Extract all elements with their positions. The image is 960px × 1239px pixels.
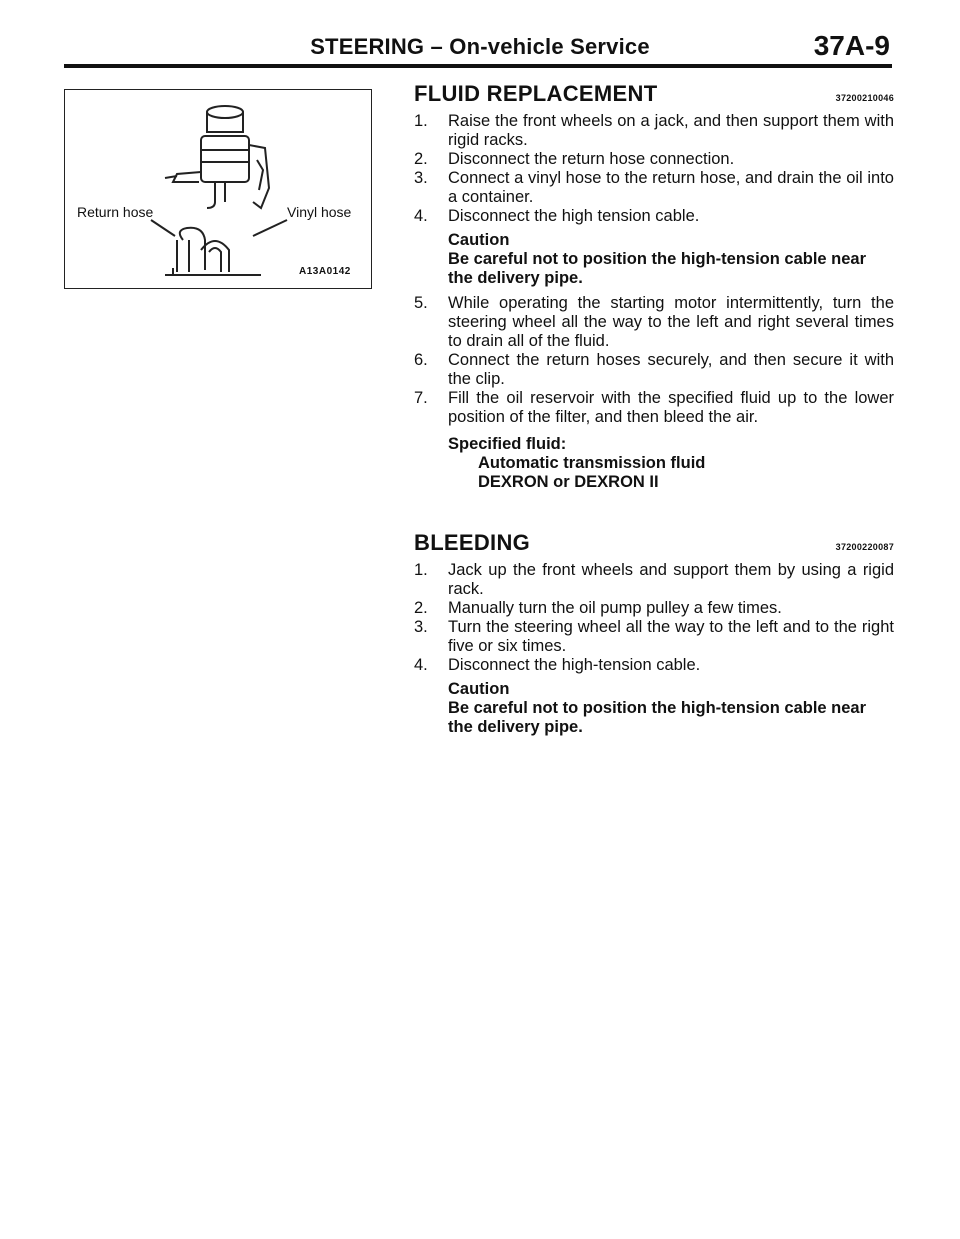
list-item <box>414 599 894 618</box>
list-item <box>414 169 894 207</box>
page-header-title: STEERING – On-vehicle Service <box>310 34 650 59</box>
return-hose-label: Return hose <box>77 204 154 220</box>
bleeding-section <box>414 530 894 743</box>
step-number: 2. <box>414 150 428 168</box>
specified-fluid-line-2: DEXRON or DEXRON II <box>478 473 659 491</box>
step-text: Jack up the front wheels and support them by using a rigid rack. <box>448 561 894 598</box>
list-item <box>414 112 894 150</box>
list-item <box>414 150 894 169</box>
step-text: Manually turn the oil pump pulley a few times. <box>448 599 782 617</box>
section-code: 37200210046 <box>835 93 894 103</box>
step-text: Raise the front wheels on a jack, and then support them with rigid racks. <box>448 112 894 149</box>
step-text: Disconnect the return hose connection. <box>448 150 735 168</box>
step-number: 3. <box>414 169 428 187</box>
list-item <box>414 618 894 656</box>
step-text: Disconnect the high tension cable. <box>448 207 700 225</box>
reservoir-drawing <box>65 90 373 290</box>
step-number: 5. <box>414 294 428 312</box>
caution-note <box>414 680 894 737</box>
step-text: Connect a vinyl hose to the return hose, and drain the oil into a container. <box>448 169 894 206</box>
step-text: Connect the return hoses securely, and then secure it with the clip. <box>448 351 894 388</box>
step-number: 7. <box>414 389 428 407</box>
figure-code: A13A0142 <box>299 266 351 277</box>
list-item <box>414 656 894 675</box>
caution-text: Be careful not to position the high-tension cable near the delivery pipe. <box>448 699 867 736</box>
reservoir-illustration <box>64 89 372 289</box>
list-item <box>414 561 894 599</box>
fluid-steps-list-continued <box>414 294 894 427</box>
caution-label: Caution <box>448 231 510 249</box>
step-text: Fill the oil reservoir with the specified fluid up to the lower position of the filter, and then bleed the air. <box>448 389 894 426</box>
bleeding-heading <box>414 530 894 557</box>
step-number: 1. <box>414 561 428 579</box>
fluid-steps-list <box>414 112 894 226</box>
step-text: Disconnect the high-tension cable. <box>448 656 701 674</box>
step-number: 6. <box>414 351 428 369</box>
list-item <box>414 294 894 351</box>
vinyl-hose-label: Vinyl hose <box>287 204 352 220</box>
section-title: BLEEDING <box>414 530 531 555</box>
page-number: 37A-9 <box>813 30 890 61</box>
fluid-replacement-section <box>414 81 894 498</box>
caution-text: Be careful not to position the high-tension cable near the delivery pipe. <box>448 250 867 287</box>
section-code: 37200220087 <box>835 542 894 552</box>
list-item <box>414 207 894 226</box>
step-number: 2. <box>414 599 428 617</box>
header-divider <box>64 64 892 68</box>
caution-label: Caution <box>448 680 510 698</box>
step-number: 3. <box>414 618 428 636</box>
step-number: 4. <box>414 656 428 674</box>
specified-fluid-note <box>414 435 894 492</box>
caution-note <box>414 231 894 288</box>
step-number: 4. <box>414 207 428 225</box>
step-number: 1. <box>414 112 428 130</box>
fluid-replacement-heading <box>414 81 894 108</box>
specified-fluid-label: Specified fluid: <box>448 435 567 453</box>
list-item <box>414 351 894 389</box>
specified-fluid-line-1: Automatic transmission fluid <box>478 454 706 472</box>
step-text: Turn the steering wheel all the way to the left and to the right five or six times. <box>448 618 894 655</box>
section-title: FLUID REPLACEMENT <box>414 81 658 106</box>
step-text: While operating the starting motor intermittently, turn the steering wheel all the way to the left and right several times to drain all of the fluid. <box>448 294 894 350</box>
list-item <box>414 389 894 427</box>
bleeding-steps-list <box>414 561 894 675</box>
